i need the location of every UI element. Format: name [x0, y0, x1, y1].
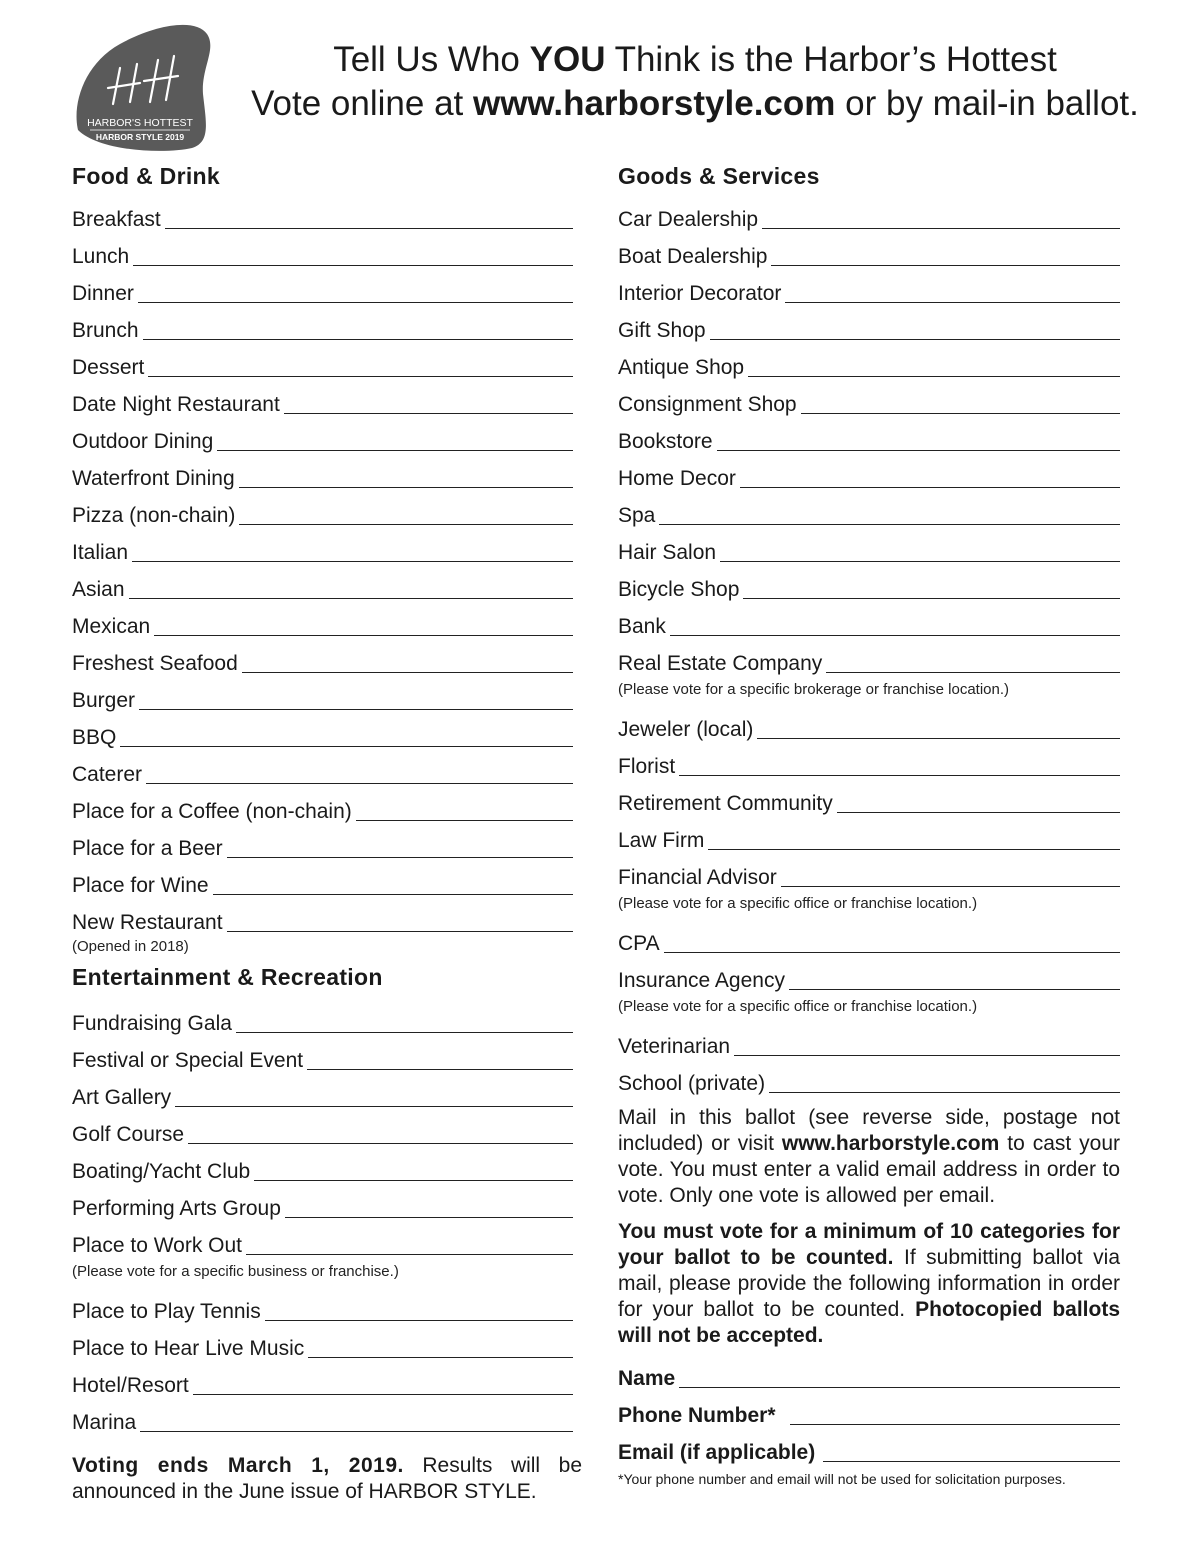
food-drink-fields: [72, 196, 573, 936]
write-in-line[interactable]: [246, 1254, 573, 1255]
category-label: Boat Dealership: [618, 245, 768, 268]
ballot-field: [618, 957, 1120, 994]
category-label: Veterinarian: [618, 1035, 731, 1058]
category-label: Financial Advisor: [618, 866, 777, 889]
ballot-field: [618, 1060, 1120, 1097]
phone-field: Phone Number*: [618, 1392, 1120, 1429]
category-label: Brunch: [72, 319, 139, 342]
ballot-field: [618, 1023, 1120, 1060]
ballot-field: [72, 1000, 573, 1037]
category-label: Place to Hear Live Music: [72, 1337, 305, 1360]
ballot-field: [72, 1148, 573, 1185]
ballot-field: [72, 751, 573, 788]
write-in-line[interactable]: [239, 487, 573, 488]
write-in-line[interactable]: [801, 413, 1120, 414]
category-label: Festival or Special Event: [72, 1049, 304, 1072]
category-label: Bookstore: [618, 430, 713, 453]
write-in-line[interactable]: [664, 952, 1120, 953]
ballot-field: [72, 381, 573, 418]
write-in-line[interactable]: [720, 561, 1120, 562]
section-goods-services-title: Goods & Services: [618, 163, 820, 189]
category-label: CPA: [618, 932, 660, 955]
ballot-field: [72, 1362, 573, 1399]
write-in-line[interactable]: [265, 1320, 573, 1321]
category-label: Freshest Seafood: [72, 652, 238, 675]
write-in-line[interactable]: [789, 989, 1120, 990]
contact-fields: [618, 1355, 1120, 1466]
write-in-line[interactable]: [254, 1180, 573, 1181]
write-in-line[interactable]: [781, 886, 1120, 887]
write-in-line[interactable]: [120, 746, 573, 747]
website-link-2[interactable]: www.harborstyle.com: [781, 1132, 1000, 1155]
category-label: Hotel/Resort: [72, 1374, 189, 1397]
category-label: Retirement Community: [618, 792, 833, 815]
category-label: Mexican: [72, 615, 151, 638]
category-label: Performing Arts Group: [72, 1197, 281, 1220]
write-in-line[interactable]: [138, 302, 573, 303]
ballot-field: [618, 640, 1120, 677]
category-label: Waterfront Dining: [72, 467, 235, 490]
write-in-line[interactable]: [165, 228, 573, 229]
ballot-field: [72, 196, 573, 233]
category-label: Place to Work Out: [72, 1234, 243, 1257]
ballot-field: [72, 1185, 573, 1222]
category-label: Lunch: [72, 245, 130, 268]
ballot-field: [72, 825, 573, 862]
ballot-field: [72, 1288, 573, 1325]
ballot-field: [72, 899, 573, 936]
write-in-line[interactable]: [307, 1069, 573, 1070]
ballot-field: [618, 529, 1120, 566]
category-label: Bicycle Shop: [618, 578, 740, 601]
category-label: Dessert: [72, 356, 145, 379]
goods-fields-b: [618, 706, 1120, 891]
ballot-field: [72, 233, 573, 270]
write-in-line[interactable]: [139, 709, 573, 710]
harbors-hottest-logo: [70, 22, 218, 152]
ballot-field: [618, 566, 1120, 603]
write-in-line[interactable]: [717, 450, 1120, 451]
category-label: Asian: [72, 578, 125, 601]
ballot-field: [72, 788, 573, 825]
ballot-field: [72, 566, 573, 603]
write-in-line[interactable]: [757, 738, 1120, 739]
write-in-line[interactable]: [129, 598, 573, 599]
category-label: Spa: [618, 504, 656, 527]
financial-advisor-note: (Please vote for a specific office or franchise location.): [618, 895, 978, 912]
write-in-line[interactable]: [193, 1394, 573, 1395]
name-input-line[interactable]: [679, 1387, 1120, 1388]
ballot-field: [618, 817, 1120, 854]
work-out-note: (Please vote for a specific business or franchise.): [72, 1263, 399, 1280]
write-in-line[interactable]: [659, 524, 1120, 525]
ballot-field: [72, 492, 573, 529]
ballot-field: [618, 196, 1120, 233]
ballot-field: [72, 344, 573, 381]
section-entertainment-title: Entertainment & Recreation: [72, 964, 383, 990]
logo-label: HARBOR'S HOTTEST: [87, 117, 193, 129]
goods-fields-c: [618, 920, 1120, 994]
write-in-line[interactable]: [710, 339, 1120, 340]
category-label: Consignment Shop: [618, 393, 797, 416]
category-label: Place for Wine: [72, 874, 209, 897]
write-in-line[interactable]: [242, 672, 573, 673]
write-in-line[interactable]: [140, 1431, 573, 1432]
category-label: Hair Salon: [618, 541, 717, 564]
ballot-field: [618, 270, 1120, 307]
ballot-field: [618, 233, 1120, 270]
right-column: [618, 158, 1120, 1490]
write-in-line[interactable]: [217, 450, 573, 451]
ballot-field: [618, 780, 1120, 817]
ballot-field: [72, 455, 573, 492]
category-label: Date Night Restaurant: [72, 393, 280, 416]
privacy-footnote: *Your phone number and email will not be used for solicitation purposes.: [618, 1471, 1066, 1487]
ballot-field: [618, 603, 1120, 640]
category-label: School (private): [618, 1072, 766, 1095]
write-in-line[interactable]: [239, 524, 573, 525]
category-label: Bank: [618, 615, 666, 638]
write-in-line[interactable]: [769, 1092, 1120, 1093]
ballot-field: [72, 1399, 573, 1436]
write-in-line[interactable]: [148, 376, 573, 377]
category-label: Pizza (non-chain): [72, 504, 236, 527]
ballot-header: [230, 38, 1160, 126]
ballot-field: [618, 455, 1120, 492]
ballot-field: [72, 1074, 573, 1111]
category-label: Antique Shop: [618, 356, 745, 379]
new-restaurant-note: (Opened in 2018): [72, 938, 189, 955]
ballot-field: [72, 640, 573, 677]
ballot-field: [72, 714, 573, 751]
ballot-field: [72, 677, 573, 714]
category-label: BBQ: [72, 726, 117, 749]
ballot-field: [618, 307, 1120, 344]
ballot-field: [72, 1325, 573, 1362]
ballot-field: [618, 743, 1120, 780]
real-estate-note: (Please vote for a specific brokerage or franchise location.): [618, 681, 1010, 698]
category-label: Burger: [72, 689, 136, 712]
section-food-drink-title: Food & Drink: [72, 163, 220, 189]
write-in-line[interactable]: [670, 635, 1120, 636]
category-label: New Restaurant: [72, 911, 223, 934]
write-in-line[interactable]: [188, 1143, 573, 1144]
goods-fields-a: [618, 196, 1120, 677]
left-column: [72, 158, 573, 1436]
ballot-field: [618, 854, 1120, 891]
category-label: Breakfast: [72, 208, 161, 231]
category-label: Home Decor: [618, 467, 736, 490]
ballot-field: [72, 1222, 573, 1259]
ballot-field: [618, 492, 1120, 529]
category-label: Caterer: [72, 763, 143, 786]
category-label: Fundraising Gala: [72, 1012, 232, 1035]
write-in-line[interactable]: [740, 487, 1120, 488]
category-label: Outdoor Dining: [72, 430, 214, 453]
phone-input-line[interactable]: [790, 1424, 1120, 1425]
category-label: Place for a Coffee (non-chain): [72, 800, 352, 823]
write-in-line[interactable]: [708, 849, 1120, 850]
write-in-line[interactable]: [285, 1217, 573, 1218]
write-in-line[interactable]: [284, 413, 573, 414]
header-line-2: Vote online at www.harborstyle.com or by mail-in ballot.: [251, 84, 1139, 123]
website-link[interactable]: www.harborstyle.com: [472, 84, 836, 123]
entertainment-fields-b: [72, 1288, 573, 1436]
write-in-line[interactable]: [743, 598, 1120, 599]
category-label: Golf Course: [72, 1123, 185, 1146]
ballot-field: [72, 529, 573, 566]
ballot-field: [72, 1111, 573, 1148]
ballot-field: [72, 307, 573, 344]
write-in-line[interactable]: [826, 672, 1120, 673]
header-line-1: Tell Us Who YOU Think is the Harbor’s Hottest: [333, 40, 1057, 79]
ballot-field: [618, 344, 1120, 381]
logo-badge-icon: [70, 22, 218, 152]
logo-sub: HARBOR STYLE 2019: [95, 132, 185, 142]
write-in-line[interactable]: [748, 376, 1120, 377]
category-label: Jeweler (local): [618, 718, 754, 741]
category-label: Insurance Agency: [618, 969, 785, 992]
ballot-field: [72, 862, 573, 899]
ballot-field: [72, 418, 573, 455]
category-label: Car Dealership: [618, 208, 759, 231]
category-label: Gift Shop: [618, 319, 706, 342]
ballot-field: [72, 1037, 573, 1074]
write-in-line[interactable]: [227, 931, 573, 932]
goods-fields-d: [618, 1023, 1120, 1097]
voting-deadline: Voting ends March 1, 2019. Results will be announced in the June issue of HARBOR STYLE.: [72, 1454, 582, 1503]
category-label: Interior Decorator: [618, 282, 782, 305]
category-label: Italian: [72, 541, 129, 564]
category-label: Place for a Beer: [72, 837, 223, 860]
email-field: Email (if applicable): [618, 1429, 1120, 1466]
write-in-line[interactable]: [175, 1106, 573, 1107]
write-in-line[interactable]: [143, 339, 573, 340]
write-in-line[interactable]: [146, 783, 573, 784]
write-in-line[interactable]: [236, 1032, 573, 1033]
name-field: Name: [618, 1355, 1120, 1392]
category-label: Dinner: [72, 282, 134, 305]
write-in-line[interactable]: [213, 894, 573, 895]
mail-instructions: Mail in this ballot (see reverse side, postage not included) or visit www.harborstyle.com to cast your vote. You must enter a valid email address in order to vote. Only one vote is allowed per email.: [618, 1106, 1120, 1207]
write-in-line[interactable]: [762, 228, 1120, 229]
email-input-line[interactable]: [823, 1461, 1120, 1462]
category-label: Marina: [72, 1411, 137, 1434]
category-label: Art Gallery: [72, 1086, 172, 1109]
write-in-line[interactable]: [734, 1055, 1120, 1056]
ballot-field: [618, 706, 1120, 743]
insurance-note: (Please vote for a specific office or franchise location.): [618, 998, 978, 1015]
ballot-field: [618, 418, 1120, 455]
category-label: Florist: [618, 755, 676, 778]
write-in-line[interactable]: [308, 1357, 573, 1358]
write-in-line[interactable]: [785, 302, 1120, 303]
write-in-line[interactable]: [837, 812, 1120, 813]
ballot-field: [72, 603, 573, 640]
ballot-field: [618, 381, 1120, 418]
category-label: Real Estate Company: [618, 652, 823, 675]
write-in-line[interactable]: [132, 561, 573, 562]
category-label: Place to Play Tennis: [72, 1300, 261, 1323]
write-in-line[interactable]: [154, 635, 573, 636]
category-label: Boating/Yacht Club: [72, 1160, 251, 1183]
write-in-line[interactable]: [356, 820, 573, 821]
ballot-field: [72, 270, 573, 307]
write-in-line[interactable]: [227, 857, 573, 858]
write-in-line[interactable]: [771, 265, 1120, 266]
write-in-line[interactable]: [679, 775, 1120, 776]
minimum-vote-notice: You must vote for a minimum of 10 categories for your ballot to be counted. If submitting ballot via mail, please provide the following information in order for your ballot to be counted. Photocopied ballots will not be accepted.: [618, 1220, 1120, 1347]
ballot-field: [618, 920, 1120, 957]
write-in-line[interactable]: [133, 265, 573, 266]
entertainment-fields-a: [72, 1000, 573, 1259]
category-label: Law Firm: [618, 829, 705, 852]
